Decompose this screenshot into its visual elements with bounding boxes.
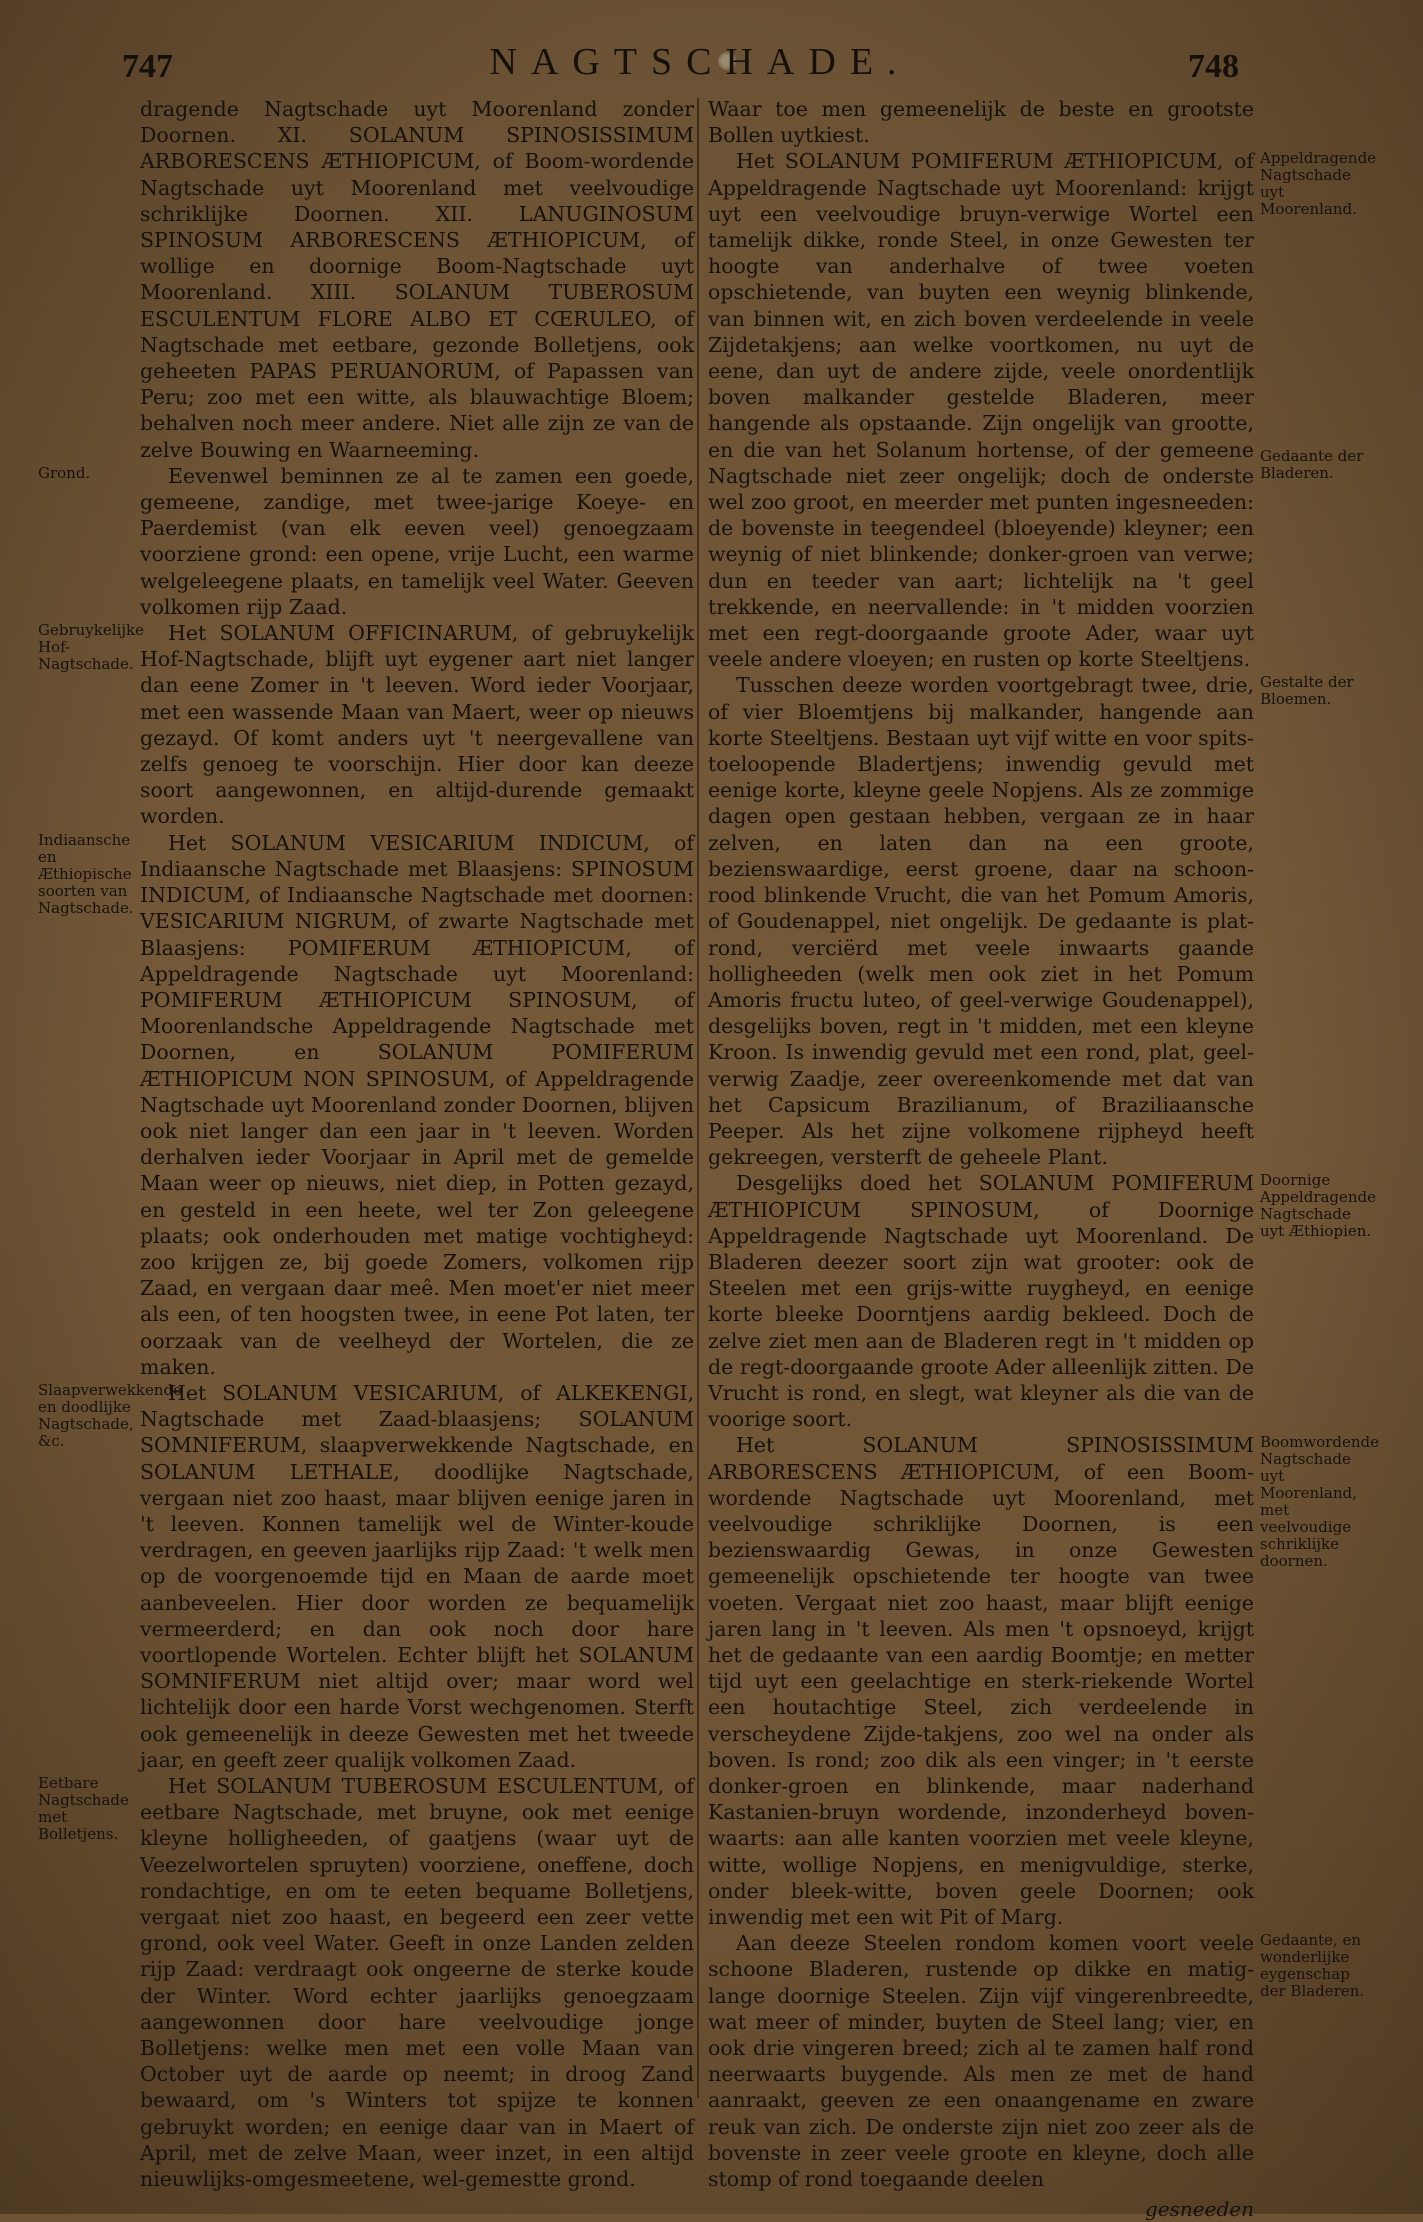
paragraph [140,96,698,463]
paragraph-text: Het SOLANUM POMIFERUM ÆTHIOPICUM, of Appeldragende Nagtschade uyt Moorenland: krijgt uyt een veelvoudige bruyn-verwige Wortel een tamelijk dikke, ronde Steel, in onze Gewesten ter hoogte van anderhalve of twee voeten opschietende, van buyten een weynig blinkende, van binnen wit, en zich boven verdeelende in veele Zijdetakjens; aan welke voortkomen, nu uyt de eene, dan uyt de andere zijde, veele onordentlijk boven malkander gestelde Bladeren, meer hangende als opstaande. Zijn ongelijk van grootte, en die van het Solanum hortense, of der gemeene Nagtschade niet zeer ongelijk; doch de onderste wel zoo groot, en meerder met punten ingesneeden: de bovenste in teegendeel (bloeyende) kleyner; een weynig of niet blinkende; donker-groen van verwe; dun en teeder van aart; lichtelijk na 't geel trekkende, en neervallende: in 't midden voorzien met een regt-doorgaande groote Ader, waar uyt veele andere vloeyen; en rusten op korte Steeltjens. [708,149,1254,672]
paragraph-text: Het SOLANUM TUBEROSUM ESCULENTUM, of eetbare Nagtschade, met bruyne, ook met eenige kleyne holligheeden, of gaatjens (waar uyt de Veezelwortelen spruyten) voorziene, oneffene, doch rondachtige, en om te eeten bequame Bolletjens, vergaat niet zoo haast, en begeerd een zeer vette grond, ook veel Water. Geeft in onze Landen zelden rijp Zaad: verdraagt ook ongeerne de sterke koude der Winter. Word echter jaarlijks genoegzaam aangewonnen door hare veelvoudige jonge Bolletjens: welke men met een volle Maan van October uyt de aarde op neemt; in droog Zand bewaard, om 's Winters tot spijze te konnen gebruykt worden; en eenige daar van in Maert of April, met de zelve Maan, weer inzet, in een altijd nieuwlijks-omgesmeetene, wel-gemestte grond. [140,1774,694,2192]
page-number-right: 748 [1188,48,1239,85]
margin-note: Doornige Appeldragende Nagtschade uyt Æthiopien. [1260,1171,1377,1241]
paragraph [38,1773,698,2192]
paragraph [708,1930,1365,2222]
margin-note: Gestalte der Bloemen. [1260,673,1354,709]
paragraph [708,96,1254,148]
running-title: NAGTSCHADE. [489,41,911,83]
margin-note: Boomwordende Nagtschade uyt Moorenland, met veelvoudige schriklijke doornen. [1260,1433,1379,1571]
paragraph-text: Het SOLANUM SPINOSISSIMUM ARBORESCENS ÆTHIOPICUM, of een Boom-wordende Nagtschade uyt Moorenland, met veelvoudige schriklijke Doornen, is een bezienswaardig Gewas, in onze Gewesten gemeenelijk opschietende ter hoogte van twee voeten. Vergaat niet zoo haast, maar blijft eenige jaren lang in 't leeven. Als men 't opsnoeyd, krijgt het de gedaante van een aardig Boomtje; en metter tijd uyt een geelachtige en sterk-riekende Wortel een houtachtige Steel, zich verdeelende in verscheydene Zijde-takjens, zoo wel na onder als boven. Is rond; zoo dik als een vinger; in 't eerste donker-groen en blinkende, maar naderhand Kastanien-bruyn wordende, inzonderheyd boven-waarts: aan alle kanten voorzien met veele kleyne, witte, wollige Nopjens, en menigvuldige, sterke, onder bleek-witte, boven geele Doornen; ook inwendig met een wit Pit of Marg. [708,1433,1254,1930]
margin-note: Gedaante, en wonderlijke eygenschap der Bladeren. [1260,1931,1365,2001]
paragraph [708,148,1377,672]
margin-note: Slaapverwekkende en doodlijke Nagtschade, &c. [38,1380,182,1450]
page-number-left: 747 [122,48,173,85]
paragraph-text: Desgelijks doed het SOLANUM POMIFERUM ÆTHIOPICUM SPINOSUM, of Doornige Appeldragende Nagtschade uyt Moorenland. De Bladeren deezer soort zijn wat grooter: ook de Steelen met een grijs-witte ruygheyd, en eenige korte bleeke Doorntjens aardig bekleed. Doch de zelve ziet men aan de Bladeren regt in 't midden op de regt-doorgaande groote Ader alleenlijk zitten. De Vrucht is rond, en slegt, wat kleyner als die van de voorige soort. [708,1171,1254,1432]
paragraph-text: Waar toe men gemeenelijk de beste en grootste Bollen uytkiest. [708,97,1254,148]
paragraph [708,672,1354,1170]
margin-note: Indiaansche en Æthiopische soorten van Nagtschade. [38,830,134,917]
margin-note: Appeldragende Nagtschade uyt Moorenland. [1260,149,1377,219]
paragraph-text: dragende Nagtschade uyt Moorenland zonder Doornen. XI. SOLANUM SPINOSISSIMUM ARBORESCENS ÆTHIOPICUM, of Boom-wordende Nagtschade uyt Moorenland met veelvoudige schriklijke Doornen. XII. LANUGINOSUM SPINOSUM ARBORESCENS ÆTHIOPICUM, of wollige en doornige Boom-Nagtschade uyt Moorenland. XIII. SOLANUM TUBEROSUM ESCULENTUM FLORE ALBO ET CŒRULEO, of Nagtschade met eetbare, gezonde Bolletjens, ook geheeten PAPAS PERUANORUM, of Papassen van Peru; zoo met een witte, als blauwachtige Bloem; behalven noch meer andere. Niet alle zijn ze van de zelve Bouwing en Waarneeming. [140,97,694,462]
margin-note: Grond. [38,463,91,482]
paragraph [38,620,698,830]
paragraph-text: Eevenwel beminnen ze al te zamen een goede, gemeene, zandige, met twee-jarige Koeye- en Paerdemist (van elk eeven veel) genoegzaam voorziene grond: een opene, vrije Lucht, een warme welgeleegene plaats, en tamelijk veel Water. Geeven volkomen rijp Zaad. [140,463,694,619]
paragraph-text: Het SOLANUM VESICARIUM, of ALKEKENGI, Nagtschade met Zaad-blaasjens; SOLANUM SOMNIFERUM, slaapverwekkende Nagtschade, en SOLANUM LETHALE, doodlijke Nagtschade, vergaan niet zoo haast, maar blijven eenige jaren in 't leeven. Konnen tamelijk wel de Winter-koude verdragen, en geeven jaarlijks rijp Zaad: 't welk men op de voorgenoemde tijd en Maan de aarde moet aanbeveelen. Hier door worden ze bequamelijk vermeerderd; en dan ook noch door hare voortlopende Wortelen. Echter blijft het SOLANUM SOMNIFERUM niet altijd over; maar word wel lichtelijk door een harde Vorst wechgenomen. Sterft ook gemeenelijk in deeze Gewesten met het tweede jaar, en geeft zeer qualijk volkomen Zaad. [140,1380,694,1772]
paragraph [38,1380,698,1773]
margin-note: Gebruykelijke Hof-Nagtschade. [38,621,144,674]
paragraph [708,1170,1377,1432]
paragraph [38,463,698,620]
paragraph-text: Het SOLANUM VESICARIUM INDICUM, of Indiaansche Nagtschade met Blaasjens: SPINOSUM INDICUM, of Indiaansche Nagtschade met doornen: VESICARIUM NIGRUM, of zwarte Nagtschade met Blaasjens: POMIFERUM ÆTHIOPICUM, of Appeldragende Nagtschade uyt Moorenland: POMIFERUM ÆTHIOPICUM SPINOSUM, of Moorenlandsche Appeldragende Nagtschade met Doornen, en SOLANUM POMIFERUM ÆTHIOPICUM NON SPINOSUM, of Appeldragende Nagtschade uyt Moorenland zonder Doornen, blijven ook niet langer dan een jaar in 't leeven. Worden derhalven ieder Voorjaar in April met de gemelde Maan weer op nieuws, niet diep, in Potten gezayd, en gesteld in een heete, wel ter Zon geleegene plaats; ook onderhouden met matige vochtigheyd: zoo krijgen ze, bij goede Zomers, volkomen rijp Zaad, en vergaan daar meê. Men moet'er niet meer als een, of ten hoogsten twee, in eene Pot laten, ter oorzaak van de veelheyd der Wortelen, die ze maken. [140,830,694,1379]
paragraph [708,1432,1379,1930]
paragraph [38,830,698,1380]
left-column [38,96,698,2192]
paragraph-text: Tusschen deeze worden voortgebragt twee, drie, of vier Bloemtjens bij malkander, hangende aan korte Steeltjens. Bestaan uyt vijf witte en voor spits-toeloopende Bladertjens; inwendig gevuld met eenige korte, kleyne geele Nopjens. Als ze zommige dagen open gestaan hebben, vergaan ze in haar zelven, en laten dan na een groote, bezienswaardige, eerst groene, daar na schoon-rood blinkende Vrucht, die van het Pomum Amoris, of Goudenappel, niet ongelijk. De gedaante is plat-rond, verciërd met veele inwaarts gaande holligheeden (welk men ook ziet in het Pomum Amoris fructu luteo, of geel-verwige Goudenappel), desgelijks boven, regt in 't midden, met een kleyne Kroon. Is inwendig gevuld met een rond, plat, geel-verwig Zaadje, zeer overeenkomende met dat van het Capsicum Brazilianum, of Braziliaansche Peeper. Als het zijne volkomene rijpheyd heeft gekreegen, versterft de geheele Plant. [708,673,1254,1170]
running-header [0,38,1423,94]
paragraph-text: Aan deeze Steelen rondom komen voort veele schoone Bladeren, rustende op dikke en matig-lange doornige Steelen. Zijn vijf vingerenbreedte, wat meer of minder, buyten de Steel lang; vier, en ook drie vingeren breed; zich al te zamen half rond neerwaarts buygende. Als men ze met de hand aanraakt, geeven ze een onaangename en zware reuk van zich. De onderste zijn niet zoo zeer als de bovenste in zeer veele groote en kleyne, doch alle stomp of rond toegaande deelen [708,1931,1254,2192]
paragraph-text: Het SOLANUM OFFICINARUM, of gebruykelijk Hof-Nagtschade, blijft uyt eygener aart niet langer dan eene Zomer in 't leeven. Word ieder Voorjaar, met een wassende Maan van Maert, weer op nieuws gezayd. Of komt anders uyt 't neergevallene van zelfs genoeg te voorschijn. Hier door kan deeze soort aangewonnen, en altijd-durende gemaakt worden. [140,621,694,829]
margin-note: Gedaante der Bladeren. [1260,447,1364,483]
catchword: gesneeden [1145,2197,1254,2222]
right-column [700,96,1380,2222]
margin-note: Eetbare Nagtschade met Bolletjens. [38,1774,129,1843]
